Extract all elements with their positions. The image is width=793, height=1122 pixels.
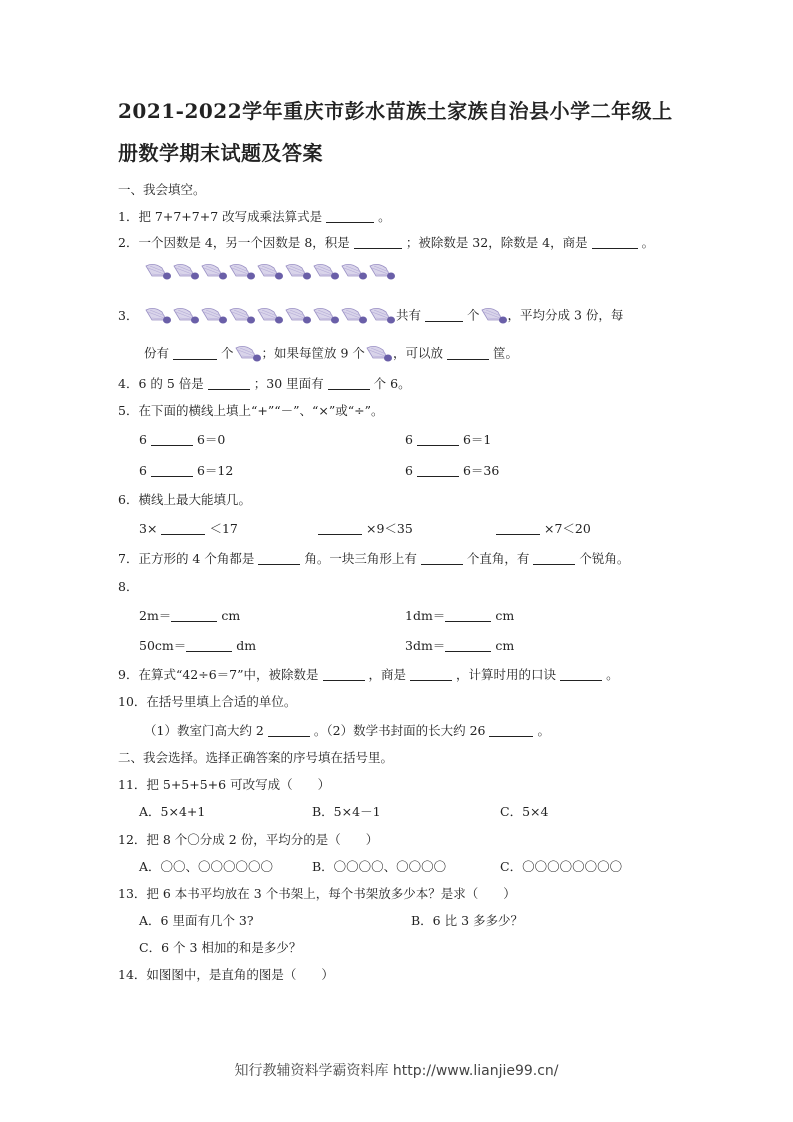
shuttlecock-icon xyxy=(368,262,396,282)
question-6: 6．横线上最大能填几。 xyxy=(118,492,251,507)
q3-answer-blank-1[interactable] xyxy=(425,308,463,322)
q6-item: ×7＜20 xyxy=(492,520,591,538)
shuttlecock-icon xyxy=(365,344,393,364)
q3-answer-blank-3[interactable] xyxy=(447,346,489,360)
question-3: 3． 共有 个 ，平均分成 3 份，每 xyxy=(118,306,623,326)
q7-answer-blank-2[interactable] xyxy=(421,551,463,565)
q7-answer-blank-1[interactable] xyxy=(258,551,300,565)
shuttlecock-icon xyxy=(228,306,256,326)
shuttlecock-icon xyxy=(284,262,312,282)
shuttlecock-icon xyxy=(368,306,396,326)
q9-answer-blank-2[interactable] xyxy=(410,667,452,681)
q13-option-c[interactable]: C．6 个 3 相加的和是多少？ xyxy=(139,940,302,955)
q5-item: 6 6＝36 xyxy=(405,463,500,478)
question-8: 8． xyxy=(118,579,139,594)
shuttlecock-icon xyxy=(172,306,200,326)
q5-item: 6 6＝1 xyxy=(405,432,492,447)
q2-text-b: ；被除数是 32，除数是 4，商是 xyxy=(405,235,588,250)
q13-option-b[interactable]: B．6 比 3 多多少？ xyxy=(411,913,524,928)
q11-option-b[interactable]: B．5×4－1 xyxy=(312,804,381,819)
question-7: 7．正方形的 4 个角都是 角。一块三角形上有 个直角，有 个锐角。 xyxy=(118,551,630,566)
footer-watermark: 知行教辅资料学霸资料库 http://www.lianjie99.cn/ xyxy=(234,1063,559,1079)
shuttlecock-row-1 xyxy=(144,262,396,282)
q5-item: 6 6＝12 xyxy=(139,463,234,478)
q9-answer-blank-3[interactable] xyxy=(560,667,602,681)
q8-answer-blank[interactable] xyxy=(445,608,491,622)
q2-answer-blank-2[interactable] xyxy=(592,235,638,249)
shuttlecock-icon xyxy=(144,306,172,326)
q6-item: 3× ＜17 xyxy=(139,521,238,536)
q1-answer-blank[interactable] xyxy=(326,209,374,223)
question-10: 10．在括号里填上合适的单位。 xyxy=(118,694,297,709)
q12-option-c[interactable]: C．〇〇〇〇〇〇〇〇 xyxy=(500,859,623,874)
shuttlecock-icon xyxy=(480,306,508,326)
shuttlecock-icon xyxy=(234,344,262,364)
question-1: 1．把 7+7+7+7 改写成乘法算式是 。 xyxy=(118,209,391,224)
shuttlecock-icon xyxy=(144,262,172,282)
section-2-heading: 二、我会选择。选择正确答案的序号填在括号里。 xyxy=(118,750,394,765)
q8-item: 50cm＝ dm xyxy=(139,638,257,653)
question-3-cont: 份有 个 ；如果每筐放 9 个 ，可以放 筐。 xyxy=(144,344,518,364)
q3-answer-blank-2[interactable] xyxy=(173,346,217,360)
q10-answer-blank-2[interactable] xyxy=(489,723,533,737)
shuttlecock-icon xyxy=(340,306,368,326)
shuttlecock-icon xyxy=(228,262,256,282)
page-title-line-1: 2021-2022学年重庆市彭水苗族土家族自治县小学二年级上 xyxy=(118,99,673,123)
q4-answer-blank-1[interactable] xyxy=(208,376,250,390)
q11-option-c[interactable]: C．5×4 xyxy=(500,804,549,819)
question-13: 13．把 6 本书平均放在 3 个书架上，每个书架放多少本？是求（ ） xyxy=(118,886,516,901)
q8-item: 2m＝ cm xyxy=(139,608,241,623)
q8-answer-blank[interactable] xyxy=(186,638,232,652)
shuttlecock-icon xyxy=(172,262,200,282)
q5-operator-blank[interactable] xyxy=(151,463,193,477)
shuttlecock-icon xyxy=(200,306,228,326)
q8-item: 3dm＝ cm xyxy=(405,638,515,653)
q11-option-a[interactable]: A．5×4+1 xyxy=(139,804,206,819)
q12-option-a[interactable]: A．〇〇、〇〇〇〇〇〇 xyxy=(139,859,274,874)
page-title-line-2: 册数学期末试题及答案 xyxy=(118,141,323,165)
q2-answer-blank-1[interactable] xyxy=(354,235,402,249)
shuttlecock-icon xyxy=(256,262,284,282)
shuttlecock-icon xyxy=(256,306,284,326)
q9-answer-blank-1[interactable] xyxy=(323,667,365,681)
q6-answer-blank[interactable] xyxy=(318,521,362,535)
q2-text-a: 2．一个因数是 4，另一个因数是 8，积是 xyxy=(118,235,350,250)
q5-operator-blank[interactable] xyxy=(417,432,459,446)
q5-operator-blank[interactable] xyxy=(417,463,459,477)
q6-answer-blank[interactable] xyxy=(161,521,205,535)
q8-answer-blank[interactable] xyxy=(445,638,491,652)
question-10-items: （1）教室门高大约 2 。（2）数学书封面的长大约 26 。 xyxy=(144,723,550,738)
q1-text: 1．把 7+7+7+7 改写成乘法算式是 xyxy=(118,209,323,224)
question-2: 2．一个因数是 4，另一个因数是 8，积是 ；被除数是 32，除数是 4，商是 。 xyxy=(118,235,655,250)
shuttlecock-icon xyxy=(312,306,340,326)
q5-item: 6 6＝0 xyxy=(139,432,226,447)
q7-answer-blank-3[interactable] xyxy=(533,551,575,565)
shuttlecock-icon xyxy=(200,262,228,282)
question-4: 4．6 的 5 倍是 ；30 里面有 个 6。 xyxy=(118,376,411,391)
q10-answer-blank-1[interactable] xyxy=(268,723,310,737)
q8-answer-blank[interactable] xyxy=(171,608,217,622)
q12-option-b[interactable]: B．〇〇〇〇、〇〇〇〇 xyxy=(312,859,447,874)
shuttlecock-icon xyxy=(312,262,340,282)
q5-operator-blank[interactable] xyxy=(151,432,193,446)
question-5: 5．在下面的横线上填上“+”“－”、“×”或“÷”。 xyxy=(118,403,384,418)
question-9: 9．在算式“42÷6＝7”中，被除数是 ，商是 ，计算时用的口诀 。 xyxy=(118,667,619,682)
shuttlecock-icon xyxy=(340,262,368,282)
section-1-heading: 一、我会填空。 xyxy=(118,182,206,197)
q13-option-a[interactable]: A．6 里面有几个 3? xyxy=(139,913,254,928)
q8-item: 1dm＝ cm xyxy=(405,608,515,623)
q6-item: ×9＜35 xyxy=(314,520,413,538)
question-12: 12．把 8 个〇分成 2 份，平均分的是（ ） xyxy=(118,832,379,847)
shuttlecock-icon xyxy=(284,306,312,326)
q6-answer-blank[interactable] xyxy=(496,521,540,535)
question-14: 14．如图图中，是直角的图是（ ） xyxy=(118,967,334,982)
question-11: 11．把 5+5+5+6 可改写成（ ） xyxy=(118,777,331,792)
q4-answer-blank-2[interactable] xyxy=(328,376,370,390)
